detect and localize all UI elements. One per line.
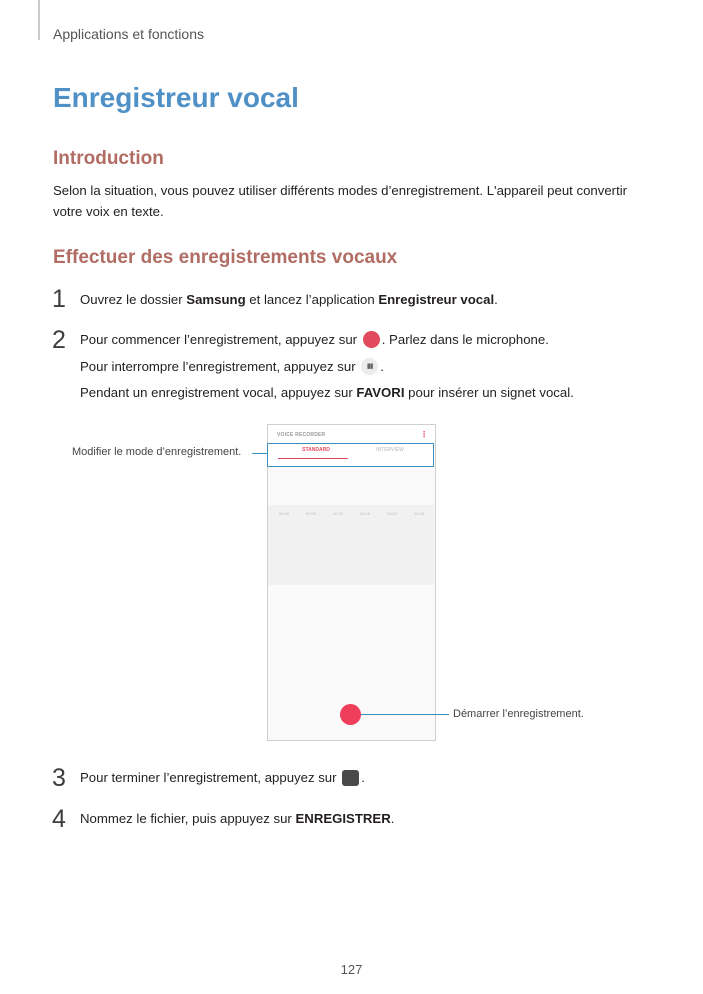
step-1-app: Enregistreur vocal <box>378 292 495 307</box>
step-1-post: . <box>494 292 498 307</box>
step-2-number: 2 <box>52 326 66 354</box>
step-2-line-2 <box>80 359 384 376</box>
step-4-number: 4 <box>52 805 66 833</box>
tab-interview[interactable]: INTERVIEW <box>376 447 404 453</box>
time-label: 00:10 <box>333 511 344 516</box>
step-2-line-3 <box>80 385 574 400</box>
step-2-line-1 <box>80 332 549 349</box>
pause-icon: ▮▮ <box>361 358 378 375</box>
page-title: Enregistreur vocal <box>53 82 299 113</box>
step-2-line-2-post: . <box>380 359 384 374</box>
intro-text <box>53 180 627 222</box>
step-4-text <box>80 811 394 826</box>
time-label: 00:00 <box>279 511 290 516</box>
step-3-post: . <box>361 770 365 785</box>
step-4-pre: Nommez le fichier, puis appuyez sur <box>80 811 296 826</box>
step-1-pre: Ouvrez le dossier <box>80 292 187 307</box>
waveform-area <box>268 505 434 585</box>
step-2-line-3-pre: Pendant un enregistrement vocal, appuyez sur <box>80 385 357 400</box>
step-2-line-1-pre: Pour commencer l’enregistrement, appuyez sur <box>80 332 361 347</box>
tab-standard[interactable]: STANDARD <box>302 447 330 453</box>
intro-text-line-1: Selon la situation, vous pouvez utiliser différents modes d’enregistrement. L'appareil peut convertir <box>53 183 628 198</box>
time-label: 00:05 <box>306 511 317 516</box>
step-1-number: 1 <box>52 285 66 313</box>
callout-start: Démarrer l’enregistrement. <box>453 708 584 720</box>
section-heading: Effectuer des enregistrements vocaux <box>53 247 398 268</box>
step-2-line-2-pre: Pour interrompre l’enregistrement, appuyez sur <box>80 359 360 374</box>
callout-mode-line <box>252 453 268 454</box>
callout-start-line <box>361 714 449 715</box>
step-1-folder: Samsung <box>186 292 246 307</box>
chapter-header: Applications et fonctions <box>53 26 204 42</box>
step-2-line-3-post: pour insérer un signet vocal. <box>404 385 574 400</box>
record-button[interactable] <box>340 704 361 725</box>
stop-icon <box>342 770 359 786</box>
time-label: 00:20 <box>387 511 398 516</box>
more-options-icon[interactable]: ⋮ <box>420 430 428 439</box>
callout-mode: Modifier le mode d’enregistrement. <box>72 446 242 458</box>
time-label: 00:15 <box>360 511 371 516</box>
intro-text-line-2: votre voix en texte. <box>53 204 164 219</box>
intro-heading: Introduction <box>53 148 164 169</box>
step-1-text <box>80 292 498 307</box>
step-3-text <box>80 770 365 787</box>
page-number: 127 <box>340 962 363 977</box>
save-label: ENREGISTRER <box>295 811 391 826</box>
favori-label: FAVORI <box>356 385 405 400</box>
step-2-line-1-post: . Parlez dans le microphone. <box>381 332 549 347</box>
time-label: 00:25 <box>414 511 425 516</box>
header-rule <box>38 0 40 40</box>
step-1-mid: et lancez l’application <box>245 292 379 307</box>
tab-standard-indicator <box>278 458 348 459</box>
step-3-number: 3 <box>52 764 66 792</box>
app-title: VOICE RECORDER <box>277 432 326 438</box>
step-4-post: . <box>390 811 395 826</box>
step-3-pre: Pour terminer l’enregistrement, appuyez sur <box>80 770 341 785</box>
record-icon <box>363 331 380 348</box>
